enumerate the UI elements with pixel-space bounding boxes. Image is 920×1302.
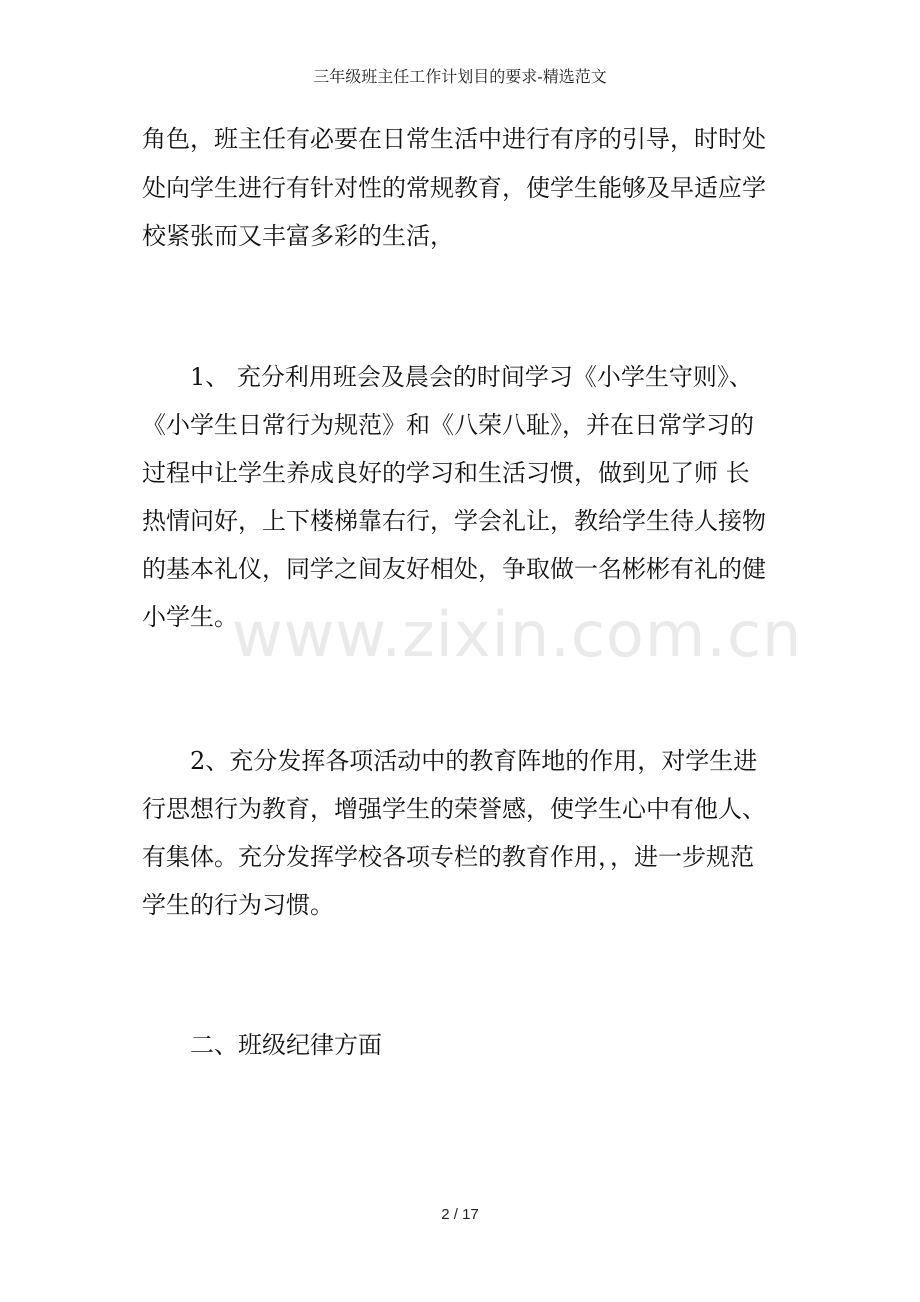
paragraph-intro-line: 处向学生进行有针对性的常规教育，使学生能够及早适应学 <box>142 174 766 202</box>
item-1-line: 过程中让学生养成良好的学习和生活习惯，做到见了师 长 <box>142 459 750 487</box>
item-1-line: 1、 充分利用班会及晨会的时间学习《小学生守则》、 <box>190 363 753 391</box>
item-2-line: 行思想行为教育，增强学生的荣誉感，使学生心中有他人、 <box>142 795 766 823</box>
item-1-line: 的基本礼仪，同学之间友好相处，争取做一名彬彬有礼的健 <box>142 555 766 583</box>
page-header: 三年级班主任工作计划目的要求-精选范文 <box>313 67 607 86</box>
item-2-line: 有集体。充分发挥学校各项专栏的教育作用，，进一步规范 <box>142 843 754 871</box>
section-heading: 二、班级纪律方面 <box>190 1031 382 1059</box>
item-1-line: 《小学生日常行为规范》和《八荣八耻》，并在日常学习的 <box>142 411 754 439</box>
watermark: www.zixin.com.cn <box>232 598 803 671</box>
page-number: 2 / 17 <box>441 1206 479 1223</box>
item-2-line: 学生的行为习惯。 <box>142 891 334 919</box>
item-2-line: 2、充分发挥各项活动中的教育阵地的作用，对学生进 <box>190 747 758 775</box>
item-1-line: 小学生。 <box>142 603 238 631</box>
paragraph-intro-line: 角色，班主任有必要在日常生活中进行有序的引导，时时处 <box>142 125 766 153</box>
item-1-line: 热情问好，上下楼梯靠右行，学会礼让，教给学生待人接物 <box>142 507 766 535</box>
paragraph-intro-line: 校紧张而又丰富多彩的生活， <box>142 222 454 250</box>
